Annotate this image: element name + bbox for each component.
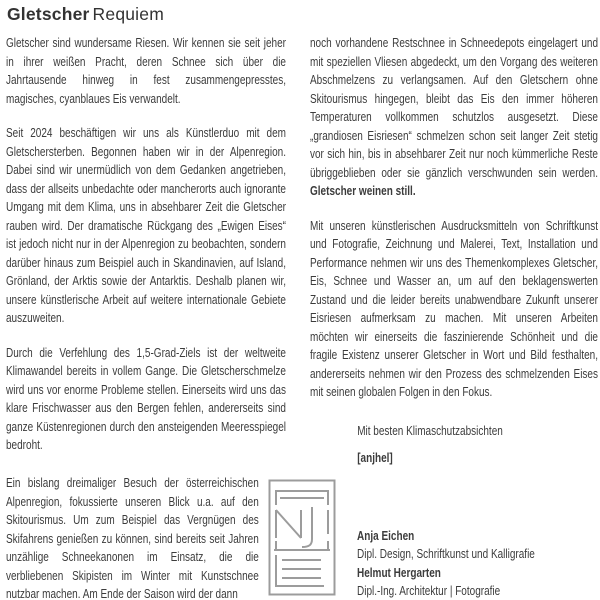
paragraph-skitourismus: Ein bislang dreimaliger Besuch der österreichischen Alpenregion, fokussierte unseren Blick u.a. auf den Skitourismus. Um zum Beispiel das Vergnügen des Skifahrens genießen zu können, sind bereits seit Jahren unzählige Schneekanonen im Einsatz, die die verbliebenen Skipisten im Winter mit Kunstschnee nutzbar machen. Am Ende der Saison wird der dann	[6, 476, 259, 600]
credit-role: Dipl. Design, Schriftkunst und Kalligrafie	[357, 547, 535, 562]
signature-block	[310, 422, 598, 468]
credit-person	[357, 527, 597, 564]
paragraph-klimawandel: Durch die Verfehlung des 1,5-Grad-Ziels ist der weltweite Klimawandel bereits in vollem Gange. Die Gletscherschmelze wird uns vor enorme Probleme stellen. Einerseits wird uns das klare Frischwasser aus den Bergen fehlen, andererseits sind ganze Küstenregionen durch den ansteigenden Meeresspiegel bedroht.	[6, 345, 286, 452]
signature-name: [anjhel]	[357, 451, 393, 465]
right-column	[310, 34, 598, 468]
credit-role: Dipl.-Ing. Architektur | Fotografie	[357, 583, 501, 598]
left-column-wrap	[6, 474, 259, 600]
credits-block	[357, 527, 597, 600]
paragraph-restschnee-bold: Gletscher weinen still.	[310, 184, 416, 198]
paragraph-intro: Gletscher sind wundersame Riesen. Wir kennen sie seit jeher in ihrer weißen Pracht, deren Schnee sich über die Jahrtausende hinweg in fest zusammengepresstes, magisches, cyanblaues Eis verwandelt.	[6, 36, 286, 106]
signature-closing: Mit besten Klimaschutzabsichten	[357, 423, 503, 438]
anjhel-monogram-icon	[268, 479, 336, 596]
credit-person	[357, 564, 597, 600]
title-sub: Requiem	[92, 4, 164, 24]
title-main: Gletscher	[7, 4, 90, 24]
credit-name: Anja Eichen	[357, 529, 415, 543]
paragraph-restschnee	[310, 34, 598, 201]
left-column	[6, 34, 286, 471]
paragraph-restschnee-text: noch vorhandene Restschnee in Schneedepots eingelagert und mit speziellen Vliesen abgedeckt, um den Vorgang des weiteren Abschmelzens zu verlangsamen. Auf den Gletschern ohne Skitourismus hingegen, bleibt das Eis den immer höheren Temperaturen vollkommen schutzlos ausgesetzt. Diese „grandiosen Eisriesen“ schmelzen schon seit langer Zeit stetig vor sich hin, bis in absehbarer Zeit nur noch kümmerliche Reste übriggeblieben oder sie gänzlich verschwunden sein werden.	[310, 36, 598, 180]
page-title	[7, 4, 164, 25]
paragraph-ausdrucksmittel: Mit unseren künstlerischen Ausdrucksmitteln von Schriftkunst und Fotografie, Zeichnung und Malerei, Text, Installation und Performance nehmen wir uns des Themenkomplexes Gletscher, Eis, Schnee und Wasser an, um auf den beklagenswerten Zustand und die leider bereits unabwendbare Zukunft unserer Eisriesen aufmerksam zu machen. Mit unseren Arbeiten möchten wir einerseits die faszinierende Schönheit und die fragile Existenz unserer Gletscher in Wort und Bild festhalten, andererseits nehmen wir den Prozess des schmelzenden Eises mit seinen globalen Folgen in den Fokus.	[310, 218, 598, 399]
anjhel-monogram-logo	[268, 479, 336, 596]
credit-name: Helmut Hergarten	[357, 565, 441, 580]
paragraph-kuenstlerduo: Seit 2024 beschäftigen wir uns als Künstlerduo mit dem Gletschersterben. Begonnen haben wir in der Alpenregion. Dabei sind wir unermüdlich von dem Gedanken angetrieben, dass der allseits unbedachte oder mancherorts auch ignorante Umgang mit dem Klima, uns in absehbarer Zeit die Gletscher rauben wird. Der dramatische Rückgang des „Ewigen Eises“ ist jedoch nicht nur in der Alpenregion zu beobachten, sondern darüber hinaus zum Beispiel auch in Skandinavien, auf Island, Grönland, der Arktis sowie der Antarktis. Deshalb planen wir, unsere künstlerische Arbeit auf weitere internationale Gebiete auszuweiten.	[6, 126, 286, 325]
